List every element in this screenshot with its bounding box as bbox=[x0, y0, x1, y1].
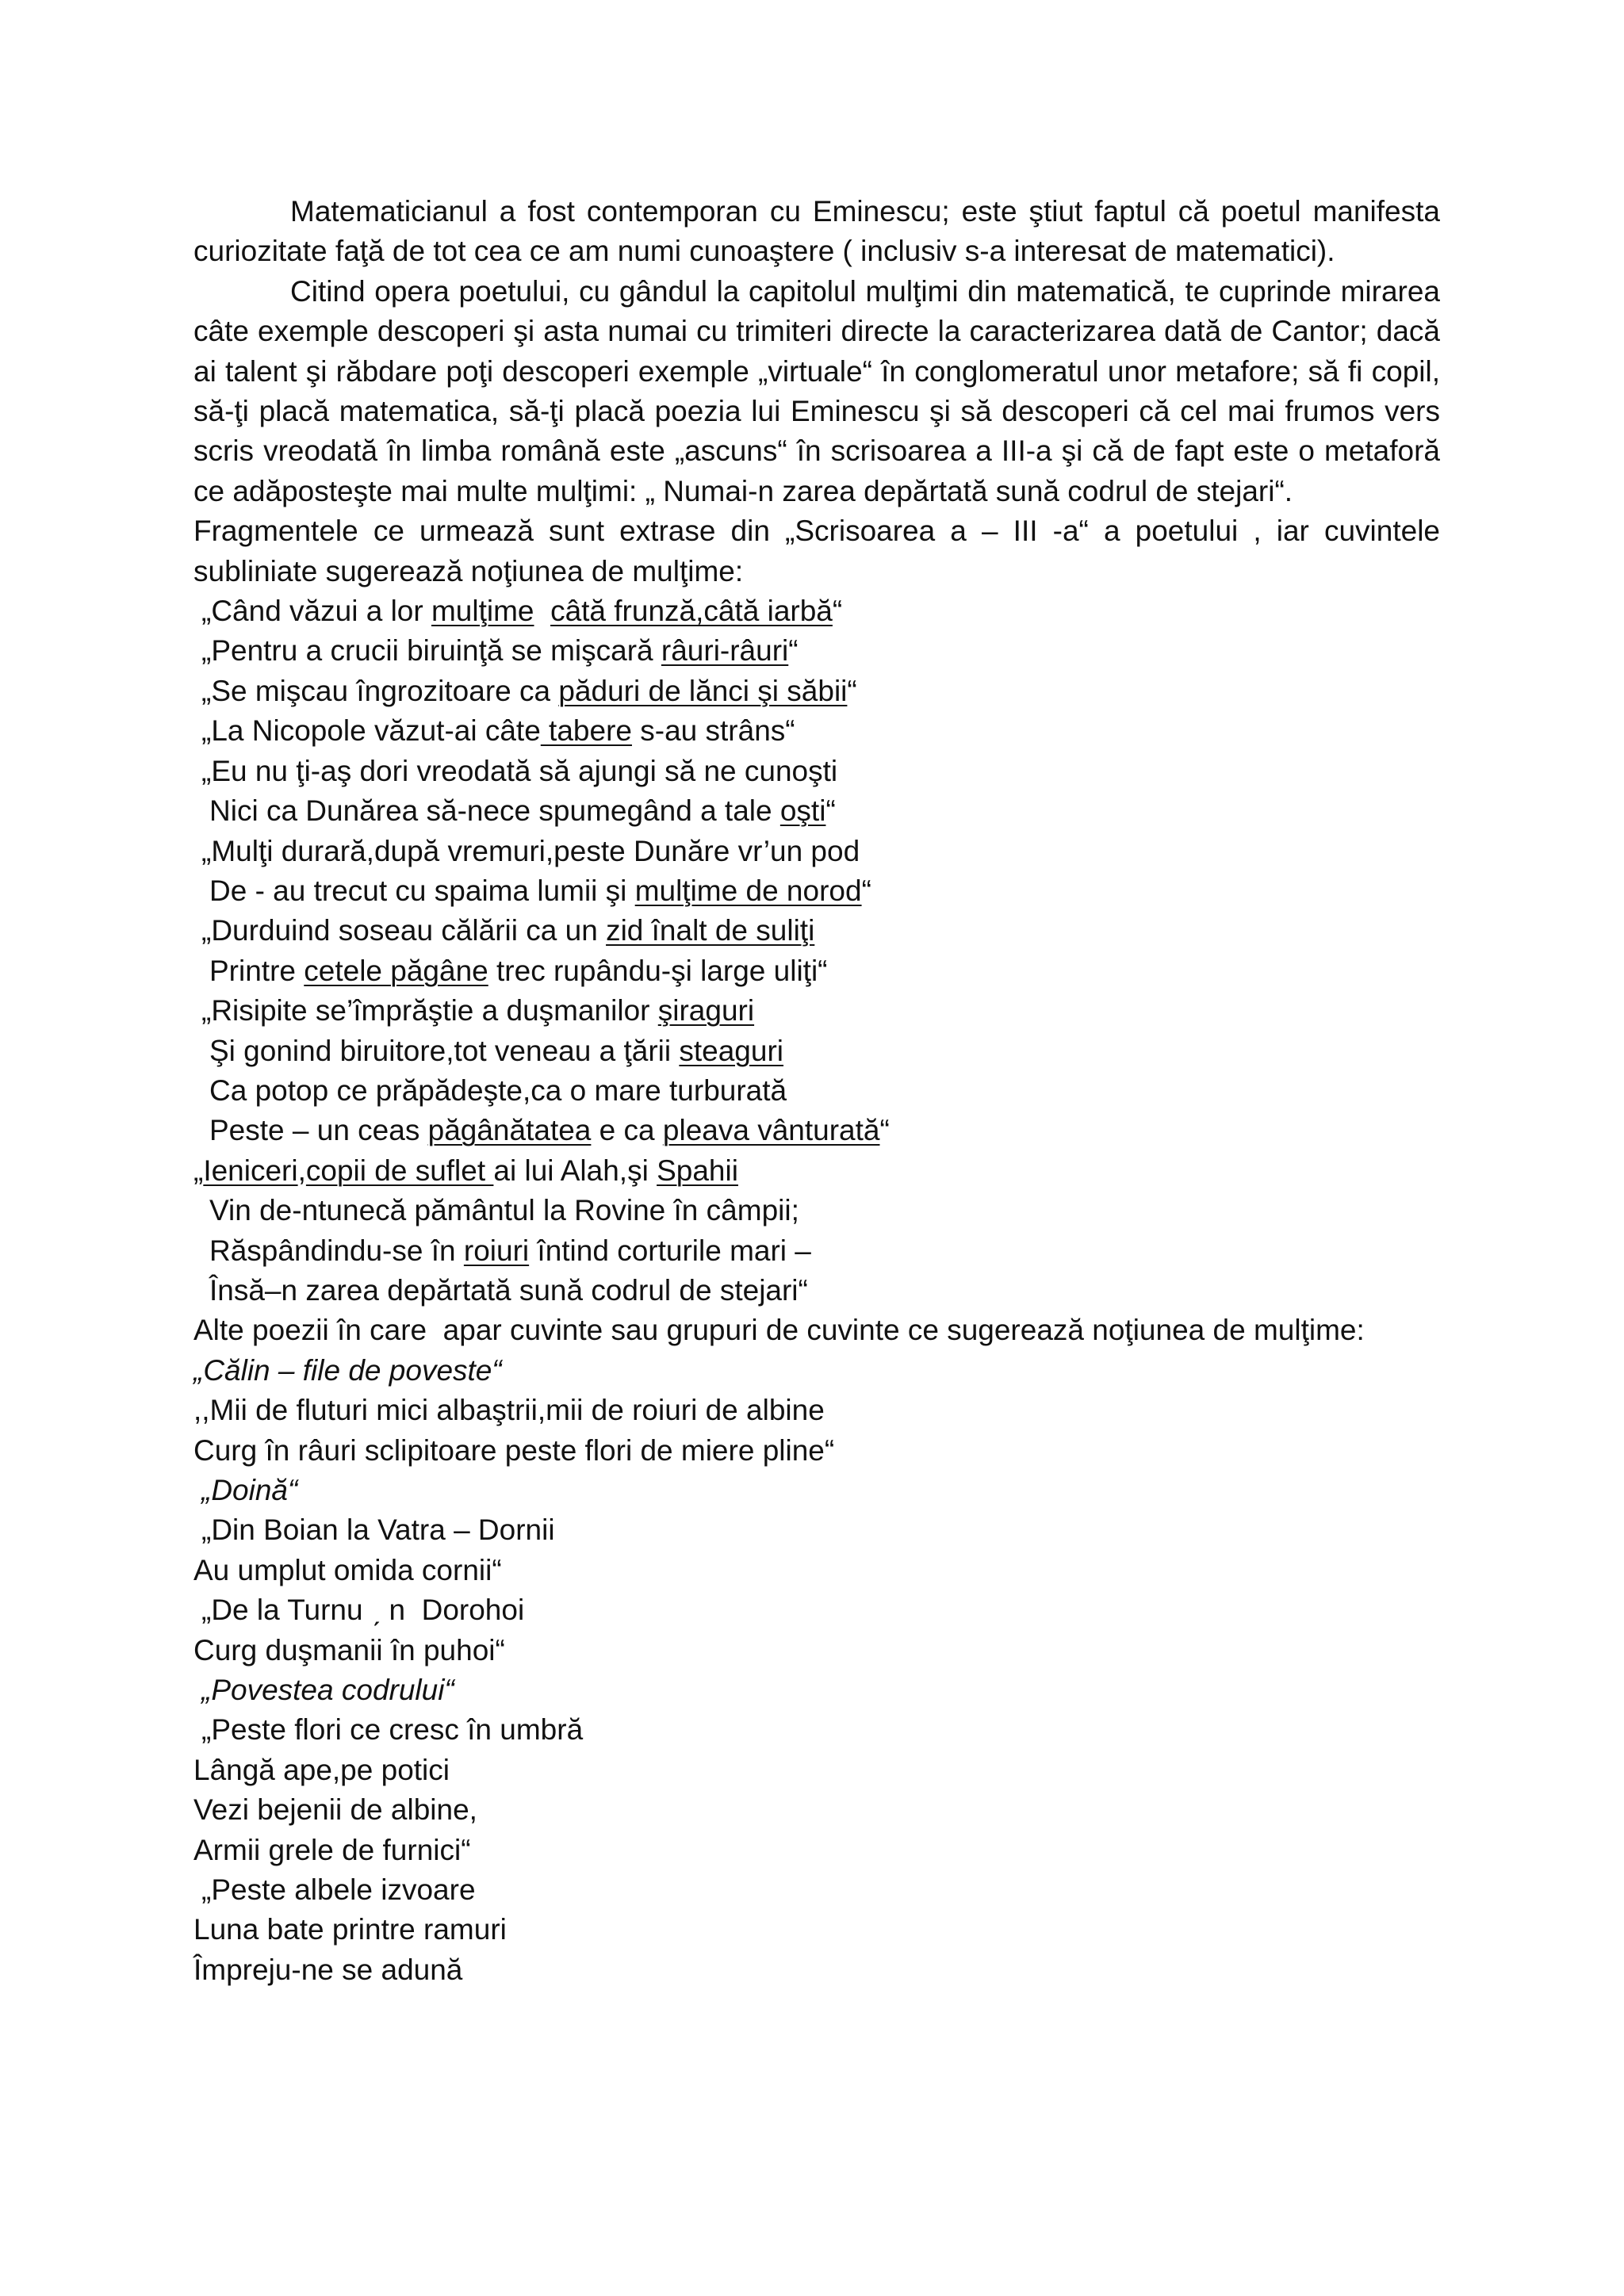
underlined-word: cetele păgâne bbox=[304, 954, 488, 987]
verse-line: „Ieniceri,copii de suflet ai lui Alah,şi Spahii bbox=[193, 1154, 738, 1187]
verse-line: Curg în râuri sclipitoare peste flori de miere pline“ bbox=[193, 1433, 835, 1467]
verse-line: „Peste albele izvoare bbox=[201, 1873, 476, 1907]
underlined-word: Spahii bbox=[657, 1154, 738, 1187]
verse-line: „Se mişcau îngrozitoare ca păduri de lănci şi săbii“ bbox=[201, 674, 857, 707]
paragraph-cantor: Citind opera poetului, cu gândul la capitolul mulţimi din matematică, te cuprinde mirarea câte exemple descoperi şi asta numai cu trimiteri directe la caracterizarea dată de Cantor; dacă ai talent şi răbdare poţi descoperi exemple „virtuale“ în conglomeratul unor metafore; să fi copil, să-ţi placă matematica, să-ţi placă poezia lui Eminescu şi să descoperi că cel mai frumos vers scris vreodată în limba română este „ascuns“ în scrisoarea a III-a şi că de fapt este o metaforă ce adăposteşte mai multe mulţimi: „ Numai-n zarea depărtată sună codrul de stejari“. bbox=[193, 274, 1440, 507]
underlined-word: pleava vânturată bbox=[662, 1114, 880, 1147]
poem-title: „Povestea codrului“ bbox=[201, 1674, 454, 1707]
verse-line: „Când văzui a lor mulţime câtă frunză,câtă iarbă“ bbox=[201, 595, 843, 628]
verse-line: ,,Mii de fluturi mici albaştrii,mii de roiuri de albine bbox=[193, 1394, 825, 1427]
underlined-word: râuri-râuri bbox=[661, 634, 789, 668]
verse-line: Împreju-ne se adună bbox=[193, 1953, 463, 1986]
underlined-word: câtă frunză,câtă iarbă bbox=[550, 595, 833, 628]
verse-line: „Pentru a crucii biruinţă se mişcară râuri-râuri“ bbox=[201, 634, 799, 668]
other-poems-block bbox=[193, 1311, 1440, 1990]
underlined-word: steaguri bbox=[679, 1034, 784, 1067]
verse-line: „Durduind soseau călării ca un zid înalt de suliţi bbox=[201, 914, 815, 947]
underlined-word: roiuri bbox=[463, 1234, 530, 1267]
underlined-word: copii de suflet bbox=[305, 1154, 494, 1187]
paragraph-intro: Matematicianul a fost contemporan cu Eminescu; este ştiut faptul că poetul manifesta curiozitate faţă de tot cea ce am numi cunoaştere ( inclusiv s-a interesat de matematici). bbox=[193, 195, 1440, 268]
verse-line: Printre cetele păgâne trec rupându-şi large uliţi“ bbox=[209, 954, 828, 987]
verse-line: Lângă ape,pe potici bbox=[193, 1753, 450, 1786]
verse-line: Peste – un ceas păgânătatea e ca pleava vânturată“ bbox=[209, 1114, 890, 1147]
poem-title: „Călin – file de poveste“ bbox=[193, 1353, 502, 1387]
underlined-word: mulţime de norod bbox=[634, 874, 862, 907]
underlined-word: oşti bbox=[779, 794, 826, 828]
underlined-word: Ieniceri bbox=[203, 1154, 298, 1187]
verse-line: „De la Turnu ˏ n Dorohoi bbox=[201, 1594, 525, 1627]
other-poems-intro: Alte poezii în care apar cuvinte sau grupuri de cuvinte ce sugerează noţiunea de mulţime: bbox=[193, 1314, 1365, 1347]
paragraph-fragments-intro: Fragmentele ce urmează sunt extrase din „Scrisoarea a – III -a“ a poetului , iar cuvintele subliniate sugerează noţiunea de mulţime: bbox=[193, 515, 1440, 587]
verse-line: „Mulţi durară,după vremuri,peste Dunăre vr’un pod bbox=[201, 834, 860, 867]
verse-line: Luna bate printre ramuri bbox=[193, 1913, 507, 1946]
verse-line: Curg duşmanii în puhoi“ bbox=[193, 1633, 505, 1667]
verse-line: De - au trecut cu spaima lumii şi mulţime de norod“ bbox=[209, 874, 871, 907]
underlined-word: şiraguri bbox=[657, 994, 755, 1027]
verse-block-scrisoarea bbox=[193, 591, 1440, 1311]
verse-line: Vezi bejenii de albine, bbox=[193, 1793, 477, 1827]
underlined-word: păduri de lănci şi săbii bbox=[558, 674, 848, 707]
verse-line: „Risipite se’împrăştie a duşmanilor şiraguri bbox=[201, 994, 755, 1027]
verse-line: Armii grele de furnici“ bbox=[193, 1833, 471, 1866]
underlined-word: păgânătatea bbox=[427, 1114, 592, 1147]
verse-line: „Din Boian la Vatra – Dornii bbox=[201, 1513, 555, 1547]
verse-line: Răspândindu-se în roiuri întind corturile mari – bbox=[209, 1234, 811, 1267]
poem-title: „Doină“ bbox=[201, 1474, 298, 1506]
underlined-word: zid înalt de suliţi bbox=[606, 914, 815, 947]
document-page bbox=[193, 192, 1440, 1990]
underlined-word: mulţime bbox=[431, 595, 534, 628]
verse-line: Nici ca Dunărea să-nece spumegând a tale oşti“ bbox=[209, 794, 836, 828]
verse-line: Ca potop ce prăpădeşte,ca o mare turburată bbox=[209, 1073, 787, 1107]
underlined-word: tabere bbox=[540, 714, 632, 748]
verse-line: „La Nicopole văzut-ai câte tabere s-au strâns“ bbox=[201, 714, 795, 748]
verse-line: Vin de-ntunecă pământul la Rovine în câmpii; bbox=[209, 1194, 799, 1227]
verse-line: „Eu nu ţi-aş dori vreodată să ajungi să ne cunoşti bbox=[201, 754, 838, 787]
verse-line: „Peste flori ce cresc în umbră bbox=[201, 1713, 584, 1747]
verse-line: Au umplut omida cornii“ bbox=[193, 1553, 502, 1586]
verse-line: Însă–n zarea depărtată sună codrul de stejari“ bbox=[209, 1273, 808, 1307]
verse-line: Şi gonind biruitore,tot veneau a ţării steaguri bbox=[209, 1034, 784, 1067]
